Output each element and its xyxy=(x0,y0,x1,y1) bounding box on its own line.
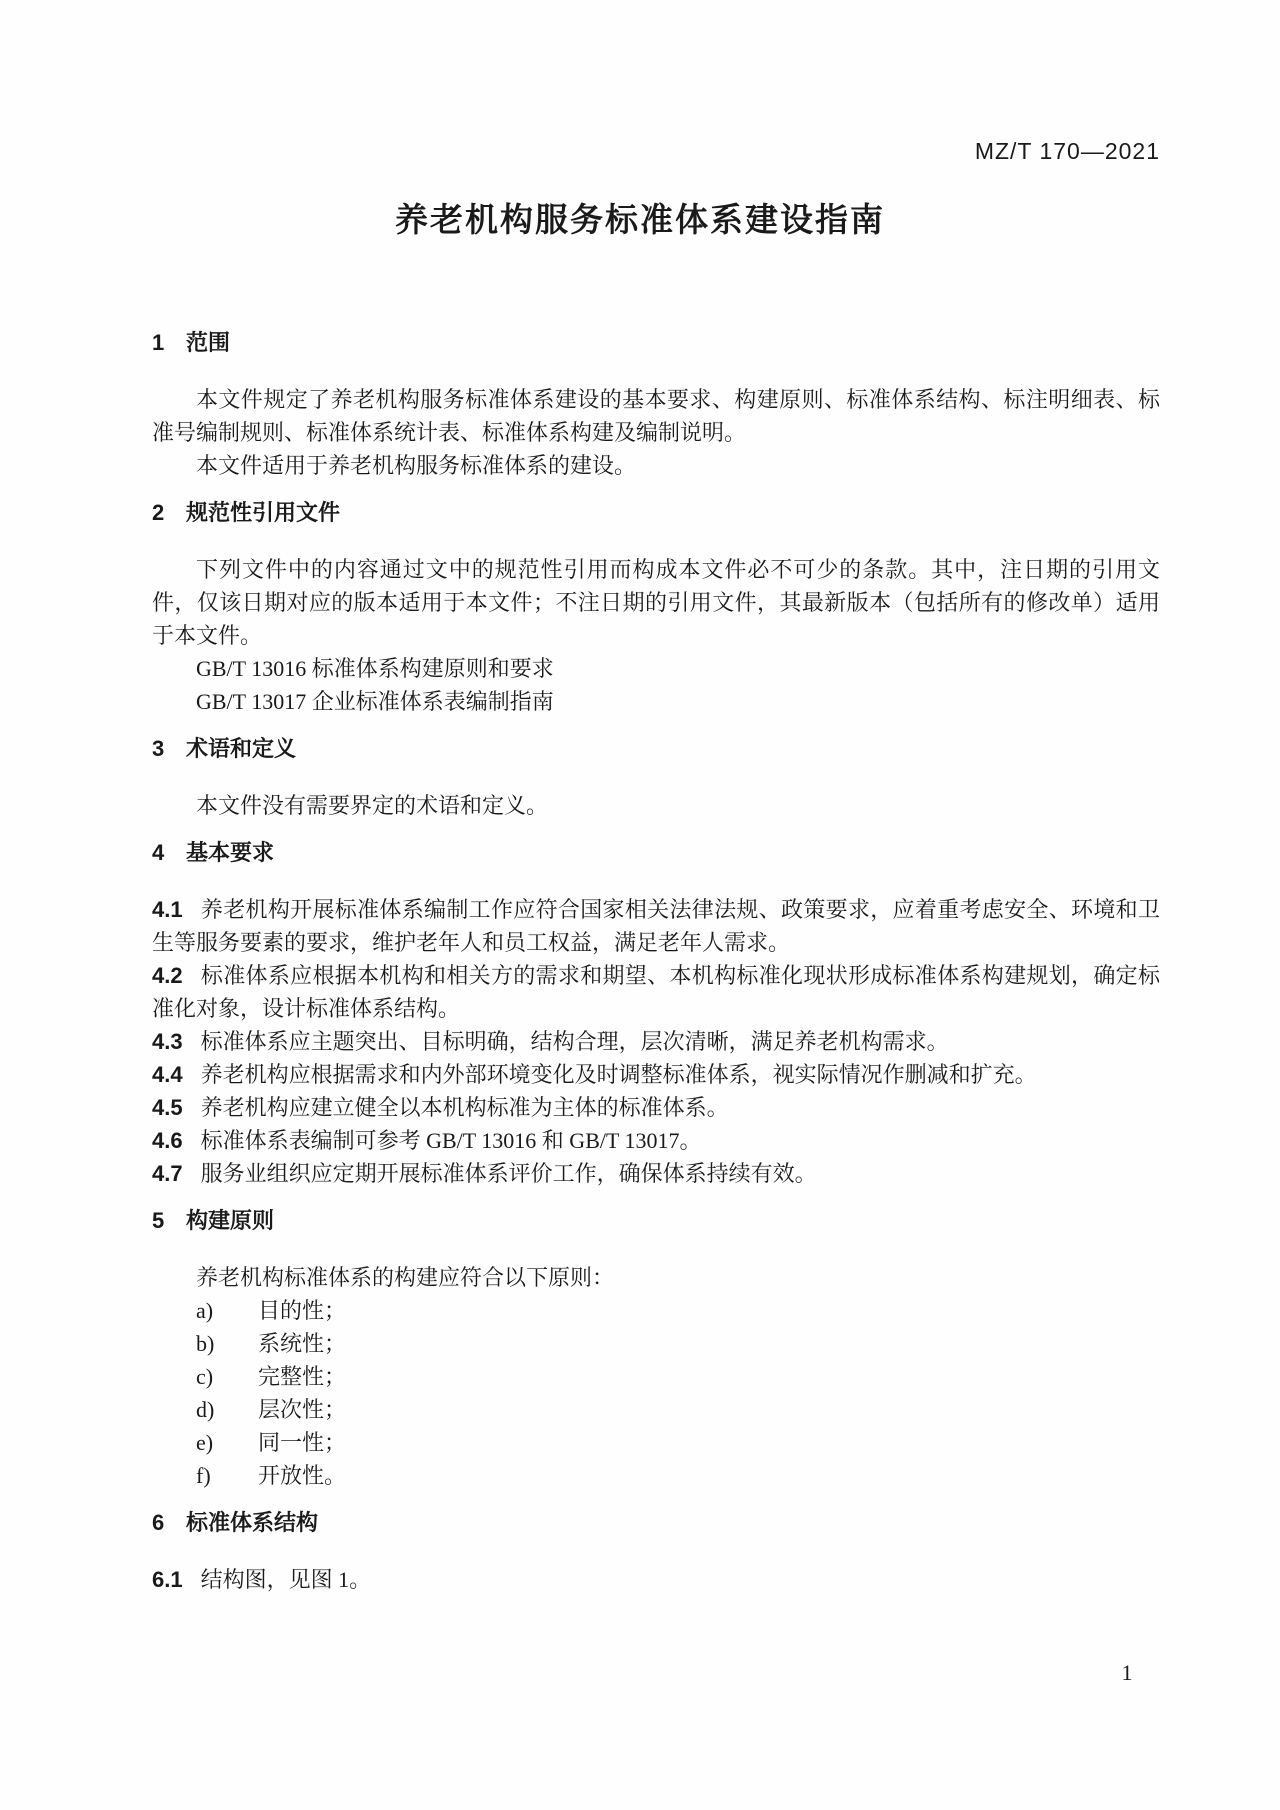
clause xyxy=(152,1563,1160,1596)
clause xyxy=(152,1124,1160,1157)
list-item xyxy=(152,1294,1160,1327)
clause xyxy=(152,1091,1160,1124)
clause-text: 标准体系应主题突出、目标明确，结构合理，层次清晰，满足养老机构需求。 xyxy=(200,1029,949,1054)
clause xyxy=(152,1157,1160,1190)
page-number: 1 xyxy=(1121,1660,1133,1685)
section-2-number: 2 xyxy=(152,500,165,525)
section-5-intro: 养老机构标准体系的构建应符合以下原则： xyxy=(196,1265,615,1290)
section-5-number: 5 xyxy=(152,1208,165,1233)
document-body xyxy=(152,326,1160,1596)
clause-number: 4.1 xyxy=(152,897,183,922)
section-5-heading xyxy=(152,1204,1160,1237)
clause-text: 标准体系应根据本机构和相关方的需求和期望、本机构标准化现状形成标准体系构建规划，确定标准化对象，设计标准体系结构。 xyxy=(152,963,1160,1021)
section-4-heading xyxy=(152,836,1160,869)
clause-text: 标准体系表编制可参考 GB/T 13016 和 GB/T 13017。 xyxy=(200,1128,702,1153)
list-item-text: 目的性； xyxy=(258,1298,347,1323)
clause-text: 服务业组织应定期开展标准体系评价工作，确保体系持续有效。 xyxy=(200,1161,817,1186)
clause-number: 4.5 xyxy=(152,1095,183,1120)
list-item-label: c) xyxy=(196,1364,214,1389)
list-item-label: f) xyxy=(196,1463,211,1488)
list-item xyxy=(152,1360,1160,1393)
normative-reference: GB/T 13017 企业标准体系表编制指南 xyxy=(196,689,554,714)
section-3-heading xyxy=(152,732,1160,765)
list-item-text: 同一性； xyxy=(258,1430,347,1455)
section-1-title: 范围 xyxy=(186,330,231,355)
section-6-title: 标准体系结构 xyxy=(186,1510,319,1535)
list-item-label: e) xyxy=(196,1430,214,1455)
clause xyxy=(152,893,1160,959)
section-2-title: 规范性引用文件 xyxy=(186,500,341,525)
doc-number: MZ/T 170—2021 xyxy=(974,138,1160,164)
clause-text: 结构图，见图 1。 xyxy=(200,1567,372,1592)
clause-number: 4.6 xyxy=(152,1128,183,1153)
section-1-paragraph: 本文件适用于养老机构服务标准体系的建设。 xyxy=(196,453,637,478)
section-4-number: 4 xyxy=(152,840,165,865)
list-item xyxy=(152,1459,1160,1492)
clause-text: 养老机构开展标准体系编制工作应符合国家相关法律法规、政策要求，应着重考虑安全、环境和卫生等服务要素的要求，维护老年人和员工权益，满足老年人需求。 xyxy=(152,897,1160,955)
clause-number: 4.3 xyxy=(152,1029,183,1054)
section-3-paragraph: 本文件没有需要界定的术语和定义。 xyxy=(196,793,549,818)
list-item-text: 完整性； xyxy=(258,1364,347,1389)
list-item xyxy=(152,1393,1160,1426)
normative-reference: GB/T 13016 标准体系构建原则和要求 xyxy=(196,656,554,681)
section-1-paragraph: 本文件规定了养老机构服务标准体系建设的基本要求、构建原则、标准体系结构、标注明细表、标准号编制规则、标准体系统计表、标准体系构建及编制说明。 xyxy=(152,387,1160,445)
clause xyxy=(152,959,1160,1025)
list-item-text: 系统性； xyxy=(258,1331,347,1356)
list-item xyxy=(152,1327,1160,1360)
section-3-title: 术语和定义 xyxy=(186,736,297,761)
section-1-heading xyxy=(152,326,1160,359)
section-3-number: 3 xyxy=(152,736,165,761)
clause-text: 养老机构应建立健全以本机构标准为主体的标准体系。 xyxy=(200,1095,729,1120)
section-2-heading xyxy=(152,496,1160,529)
list-item-text: 层次性； xyxy=(258,1397,347,1422)
clause-number: 4.7 xyxy=(152,1161,183,1186)
clause-number: 4.2 xyxy=(152,963,183,988)
section-4-title: 基本要求 xyxy=(186,840,275,865)
doc-title: 养老机构服务标准体系建设指南 xyxy=(395,201,885,238)
list-item xyxy=(152,1426,1160,1459)
clause xyxy=(152,1025,1160,1058)
section-5-title: 构建原则 xyxy=(186,1208,275,1233)
list-item-label: a) xyxy=(196,1298,214,1323)
clause-number: 6.1 xyxy=(152,1567,183,1592)
clause-number: 4.4 xyxy=(152,1062,183,1087)
section-6-number: 6 xyxy=(152,1510,165,1535)
section-6-heading xyxy=(152,1506,1160,1539)
section-2-paragraph: 下列文件中的内容通过文中的规范性引用而构成本文件必不可少的条款。其中，注日期的引用文件，仅该日期对应的版本适用于本文件；不注日期的引用文件，其最新版本（包括所有的修改单）适用于本文件。 xyxy=(152,557,1160,648)
list-item-label: d) xyxy=(196,1397,215,1422)
list-item-text: 开放性。 xyxy=(258,1463,347,1488)
clause-text: 养老机构应根据需求和内外部环境变化及时调整标准体系，视实际情况作删减和扩充。 xyxy=(200,1062,1037,1087)
clause xyxy=(152,1058,1160,1091)
list-item-label: b) xyxy=(196,1331,215,1356)
section-1-number: 1 xyxy=(152,330,165,355)
